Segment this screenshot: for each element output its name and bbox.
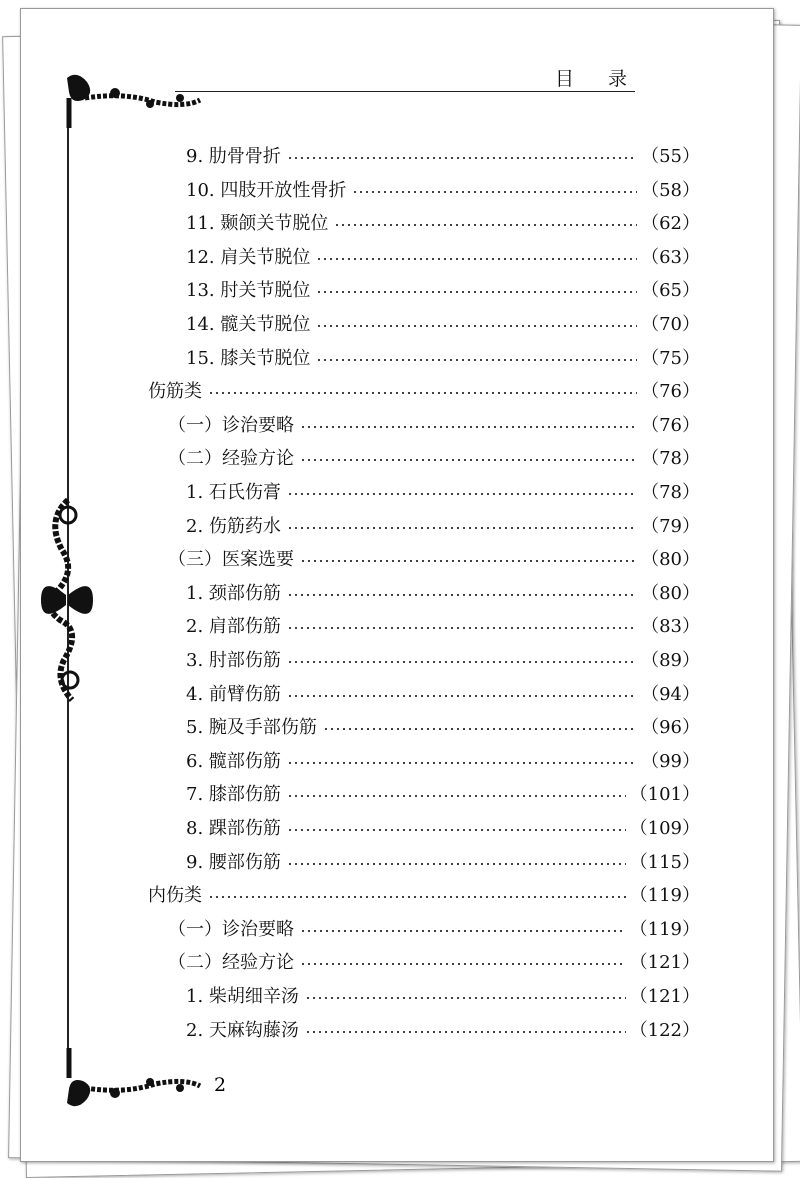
dot-leader — [287, 157, 637, 159]
toc-entry[interactable] — [186, 340, 700, 374]
toc-entry-page: （94） — [641, 683, 700, 705]
toc-entry[interactable] — [186, 205, 700, 239]
dot-leader — [208, 896, 626, 898]
toc-entry[interactable] — [168, 911, 700, 945]
dot-leader — [300, 930, 626, 932]
toc-entry-title: 5. 腕及手部伤筋 — [186, 717, 317, 739]
dot-leader — [287, 795, 626, 797]
toc-entry-page: （62） — [641, 213, 700, 235]
toc-entry-title: 15. 膝关节脱位 — [186, 347, 311, 369]
toc-entry-title: 9. 腰部伤筋 — [186, 851, 281, 873]
toc-entry-page: （89） — [641, 650, 700, 671]
toc-entry-page: （80） — [641, 549, 700, 571]
toc-entry-title: 2. 天麻钩藤汤 — [186, 1019, 299, 1041]
toc-entry[interactable] — [148, 877, 700, 911]
toc-entry-page: （76） — [641, 381, 700, 403]
toc-entry[interactable] — [168, 407, 700, 441]
dot-leader — [287, 695, 637, 697]
toc-entry-page: （119） — [629, 885, 700, 907]
toc-entry-title: 6. 髋部伤筋 — [186, 750, 281, 772]
toc-entry[interactable] — [186, 776, 700, 810]
toc-entry-page: （119） — [629, 918, 700, 940]
dot-leader — [300, 459, 637, 461]
toc-entry-title: 12. 肩关节脱位 — [186, 246, 311, 268]
toc-entry-title: 7. 膝部伤筋 — [186, 784, 281, 806]
dot-leader — [287, 762, 637, 764]
toc-entry[interactable] — [186, 608, 700, 642]
dot-leader — [316, 325, 637, 327]
dot-leader — [287, 829, 626, 831]
dot-leader — [287, 493, 637, 495]
toc-entry-page: （109） — [629, 818, 700, 839]
dot-leader — [300, 560, 637, 562]
toc-entry-title: （二）经验方论 — [168, 952, 294, 974]
toc-entry-title: （二）经验方论 — [168, 448, 294, 470]
toc-entry[interactable] — [186, 138, 700, 172]
toc-entry[interactable] — [186, 306, 700, 340]
toc-entry-page: （96） — [641, 717, 700, 739]
toc-entry-title: （三）医案选要 — [168, 549, 294, 571]
toc-entry-page: （83） — [641, 616, 700, 638]
dot-leader — [305, 997, 626, 999]
toc-entry[interactable] — [186, 709, 700, 743]
toc-entry-page: （65） — [641, 280, 700, 302]
toc-entry-page: （79） — [641, 515, 700, 537]
toc-entry-page: （78） — [641, 482, 700, 503]
dot-leader — [287, 627, 637, 629]
toc-entry[interactable] — [186, 642, 700, 676]
toc-entry-title: 13. 肘关节脱位 — [186, 280, 311, 302]
toc-entry[interactable] — [186, 272, 700, 306]
running-header-title: 目 录 — [555, 68, 642, 90]
page-number: 2 — [214, 1074, 227, 1096]
ornament-bottom-corner-icon — [55, 1048, 205, 1118]
dot-leader — [287, 594, 637, 596]
toc-entry[interactable] — [186, 575, 700, 609]
toc-entry-title: 11. 颞颌关节脱位 — [186, 213, 329, 235]
dot-leader — [305, 1031, 626, 1033]
toc-entry[interactable] — [168, 944, 700, 978]
toc-entry-page: （55） — [641, 146, 700, 167]
dot-leader — [287, 863, 626, 865]
toc-entry-page: （78） — [641, 448, 700, 470]
dot-leader — [316, 258, 637, 260]
toc-entry[interactable] — [186, 239, 700, 273]
toc-entry-title: 8. 踝部伤筋 — [186, 818, 281, 839]
toc-entry[interactable] — [148, 373, 700, 407]
toc-entry-title: （一）诊治要略 — [168, 414, 294, 436]
toc-entry-page: （121） — [629, 986, 700, 1007]
dot-leader — [287, 527, 637, 529]
dot-leader — [352, 191, 637, 193]
ornament-top-corner-icon — [55, 68, 205, 138]
toc-entry-title: （一）诊治要略 — [168, 918, 294, 940]
toc-entry-page: （80） — [641, 582, 700, 604]
toc-entry[interactable] — [186, 743, 700, 777]
toc-entry[interactable] — [186, 1012, 700, 1046]
toc-entry[interactable] — [168, 541, 700, 575]
dot-leader — [323, 728, 637, 730]
toc-entry[interactable] — [186, 508, 700, 542]
toc-entry-page: （76） — [641, 414, 700, 436]
toc-entry-title: 2. 伤筋药水 — [186, 515, 281, 537]
toc-entry[interactable] — [186, 474, 700, 508]
dot-leader — [287, 661, 637, 663]
toc-entry-page: （63） — [641, 246, 700, 268]
dot-leader — [316, 291, 637, 293]
header-rule — [175, 91, 635, 92]
toc-entry-title: 14. 髋关节脱位 — [186, 314, 311, 335]
toc-entry[interactable] — [186, 844, 700, 878]
toc-entry-title: 1. 柴胡细辛汤 — [186, 986, 299, 1007]
dot-leader — [334, 224, 637, 226]
toc-entry-page: （70） — [641, 314, 700, 335]
toc-entry[interactable] — [168, 440, 700, 474]
toc-entry-title: 3. 肘部伤筋 — [186, 650, 281, 671]
toc-entry[interactable] — [186, 810, 700, 844]
toc-entry-title: 伤筋类 — [148, 381, 202, 403]
toc-entry-title: 10. 四肢开放性骨折 — [186, 179, 347, 201]
toc-entry[interactable] — [186, 172, 700, 206]
ornament-side-scroll-icon — [38, 495, 98, 705]
toc-entry-title: 4. 前臂伤筋 — [186, 683, 281, 705]
toc-entry-page: （122） — [629, 1019, 700, 1041]
dot-leader — [300, 963, 626, 965]
toc-entry-title: 9. 肋骨骨折 — [186, 146, 281, 167]
toc-entry-title: 1. 石氏伤膏 — [186, 482, 281, 503]
toc-entry-page: （99） — [641, 750, 700, 772]
toc-entry-page: （115） — [629, 851, 700, 873]
toc-entry-page: （58） — [641, 179, 700, 201]
dot-leader — [316, 359, 637, 361]
toc-entry[interactable] — [186, 676, 700, 710]
toc-entry[interactable] — [186, 978, 700, 1012]
dot-leader — [300, 426, 637, 428]
toc-entry-page: （101） — [629, 784, 700, 806]
toc-entry-title: 1. 颈部伤筋 — [186, 582, 281, 604]
toc-entry-page: （75） — [641, 347, 700, 369]
dot-leader — [208, 392, 637, 394]
toc-entry-title: 内伤类 — [148, 885, 202, 907]
toc-entry-page: （121） — [629, 952, 700, 974]
toc-entry-title: 2. 肩部伤筋 — [186, 616, 281, 638]
